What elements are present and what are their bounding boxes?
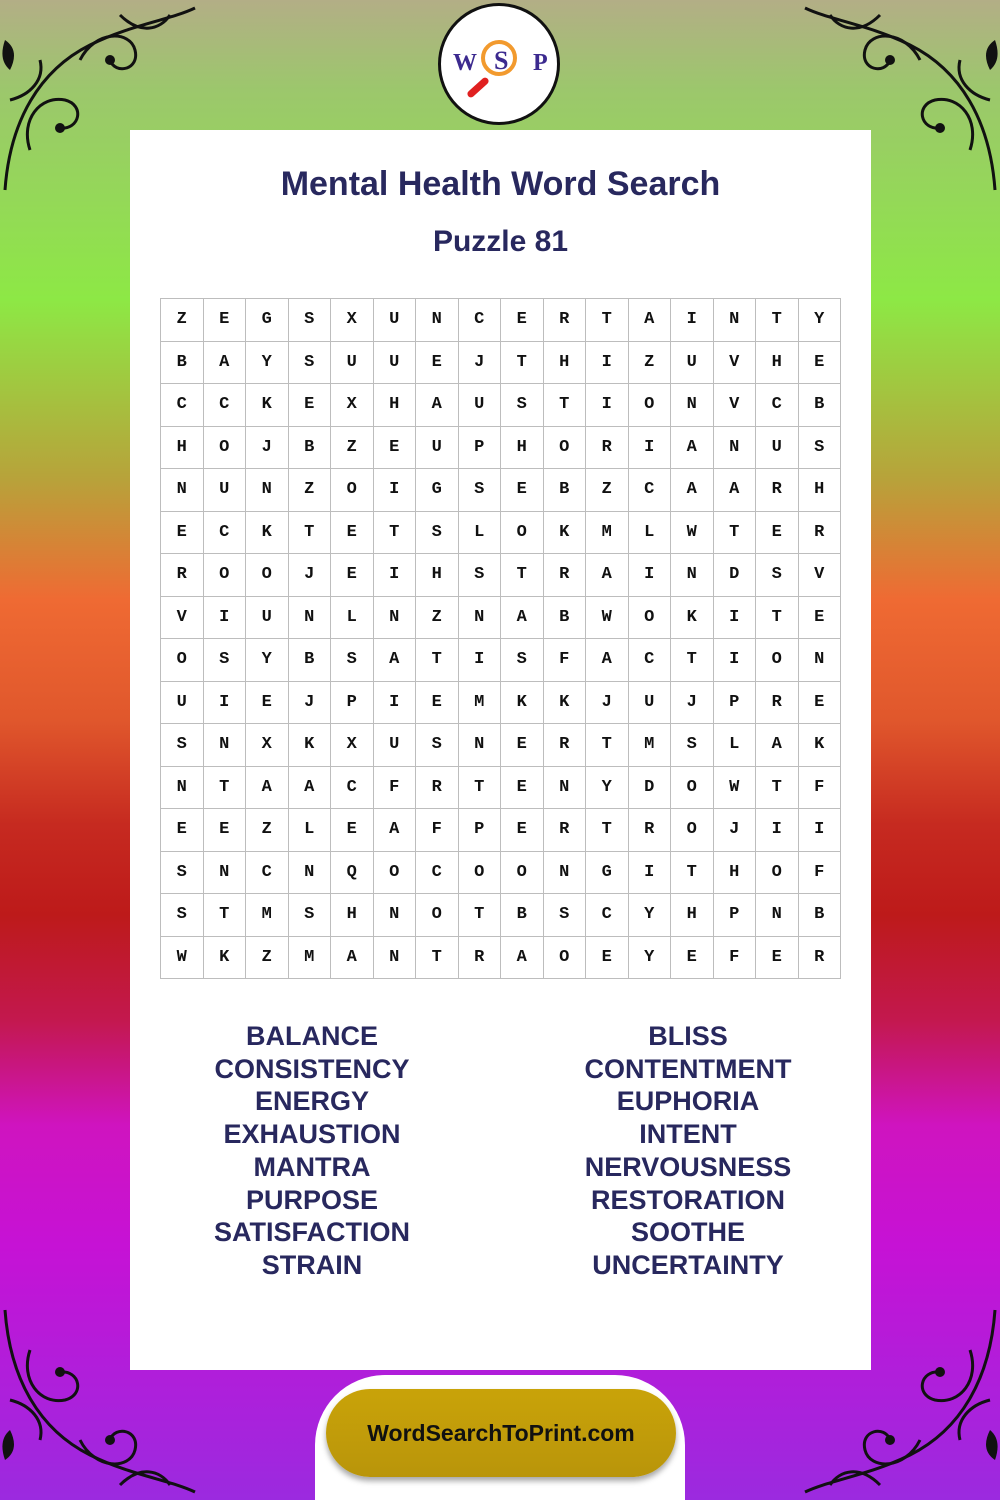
grid-cell[interactable]: Z <box>246 937 289 980</box>
grid-cell[interactable]: K <box>799 724 842 767</box>
grid-cell[interactable]: E <box>204 299 247 342</box>
word-list-left <box>162 1020 462 1282</box>
grid-cell[interactable]: L <box>629 512 672 555</box>
grid-cell[interactable]: U <box>374 299 417 342</box>
grid-cell[interactable]: S <box>289 894 332 937</box>
grid-cell[interactable]: S <box>416 512 459 555</box>
grid-cell[interactable]: H <box>501 427 544 470</box>
grid-cell[interactable]: A <box>671 469 714 512</box>
word-list-item: CONSISTENCY <box>214 1053 410 1084</box>
word-list-item: PURPOSE <box>245 1184 379 1215</box>
grid-cell[interactable]: M <box>629 724 672 767</box>
word-list-item: STRAIN <box>261 1249 363 1280</box>
grid-cell[interactable]: K <box>544 512 587 555</box>
grid-cell[interactable]: U <box>331 342 374 385</box>
grid-cell[interactable]: N <box>204 724 247 767</box>
grid-cell[interactable]: M <box>586 512 629 555</box>
grid-cell[interactable]: A <box>671 427 714 470</box>
grid-cell[interactable]: O <box>544 427 587 470</box>
grid-cell[interactable]: Z <box>629 342 672 385</box>
grid-cell[interactable]: A <box>756 724 799 767</box>
grid-cell[interactable]: J <box>289 554 332 597</box>
grid-cell[interactable]: T <box>204 767 247 810</box>
grid-cell[interactable]: N <box>246 469 289 512</box>
grid-cell[interactable]: N <box>671 384 714 427</box>
word-list-right <box>538 1020 838 1282</box>
grid-cell[interactable]: R <box>544 299 587 342</box>
grid-cell[interactable]: N <box>161 767 204 810</box>
word-list-item: INTENT <box>639 1119 737 1150</box>
grid-cell[interactable]: E <box>161 512 204 555</box>
grid-cell[interactable]: S <box>501 639 544 682</box>
grid-cell[interactable]: N <box>374 937 417 980</box>
grid-cell[interactable]: I <box>586 342 629 385</box>
grid-cell[interactable]: I <box>671 299 714 342</box>
grid-cell[interactable]: Z <box>161 299 204 342</box>
grid-cell[interactable]: C <box>204 384 247 427</box>
grid-cell[interactable]: P <box>714 894 757 937</box>
grid-cell[interactable]: S <box>161 894 204 937</box>
grid-cell[interactable]: U <box>756 427 799 470</box>
grid-cell[interactable]: O <box>246 554 289 597</box>
word-list-item: ENERGY <box>254 1086 370 1117</box>
grid-cell[interactable]: O <box>629 597 672 640</box>
grid-cell[interactable]: T <box>501 554 544 597</box>
grid-cell[interactable]: R <box>756 682 799 725</box>
grid-cell[interactable]: V <box>799 554 842 597</box>
grid-cell[interactable]: E <box>501 809 544 852</box>
grid-cell[interactable]: W <box>671 512 714 555</box>
grid-cell[interactable]: H <box>756 342 799 385</box>
grid-cell[interactable]: A <box>586 554 629 597</box>
grid-cell[interactable]: U <box>459 384 502 427</box>
grid-cell[interactable]: O <box>501 852 544 895</box>
grid-cell[interactable]: A <box>416 384 459 427</box>
grid-cell[interactable]: C <box>586 894 629 937</box>
grid-cell[interactable]: J <box>671 682 714 725</box>
grid-cell[interactable]: A <box>714 469 757 512</box>
grid-cell[interactable]: Z <box>331 427 374 470</box>
grid-cell[interactable]: U <box>671 342 714 385</box>
grid-cell[interactable]: Y <box>799 299 842 342</box>
grid-cell[interactable]: T <box>374 512 417 555</box>
grid-cell[interactable]: N <box>161 469 204 512</box>
grid-cell[interactable]: N <box>374 894 417 937</box>
grid-cell[interactable]: N <box>459 724 502 767</box>
grid-cell[interactable]: W <box>586 597 629 640</box>
grid-cell[interactable]: S <box>289 299 332 342</box>
grid-cell[interactable]: T <box>586 809 629 852</box>
grid-cell[interactable]: E <box>416 682 459 725</box>
grid-cell[interactable]: E <box>501 767 544 810</box>
grid-cell[interactable]: K <box>246 512 289 555</box>
grid-cell[interactable]: S <box>161 852 204 895</box>
logo-letter-s: S <box>494 46 509 75</box>
grid-cell[interactable]: Y <box>246 639 289 682</box>
grid-cell[interactable]: U <box>204 469 247 512</box>
grid-cell[interactable]: K <box>204 937 247 980</box>
grid-cell[interactable]: S <box>756 554 799 597</box>
grid-cell[interactable]: R <box>629 809 672 852</box>
puzzle-number: Puzzle 81 <box>432 225 569 258</box>
grid-cell[interactable]: B <box>289 427 332 470</box>
grid-cell[interactable]: J <box>459 342 502 385</box>
grid-cell[interactable]: Z <box>246 809 289 852</box>
grid-cell[interactable]: T <box>714 512 757 555</box>
grid-cell[interactable]: T <box>586 724 629 767</box>
grid-cell[interactable]: C <box>161 384 204 427</box>
grid-cell[interactable]: E <box>756 512 799 555</box>
grid-cell[interactable]: T <box>416 639 459 682</box>
grid-cell[interactable]: O <box>416 894 459 937</box>
grid-cell[interactable]: E <box>246 682 289 725</box>
grid-cell[interactable]: N <box>544 767 587 810</box>
grid-cell[interactable]: R <box>416 767 459 810</box>
grid-cell[interactable]: S <box>331 639 374 682</box>
grid-cell[interactable]: R <box>161 554 204 597</box>
grid-cell[interactable]: I <box>756 809 799 852</box>
grid-cell[interactable]: J <box>586 682 629 725</box>
grid-cell[interactable]: N <box>374 597 417 640</box>
grid-cell[interactable]: H <box>416 554 459 597</box>
grid-cell[interactable]: O <box>374 852 417 895</box>
grid-cell[interactable]: T <box>544 384 587 427</box>
grid-cell[interactable]: O <box>671 809 714 852</box>
grid-cell[interactable]: B <box>544 469 587 512</box>
grid-cell[interactable]: W <box>714 767 757 810</box>
grid-cell[interactable]: I <box>586 384 629 427</box>
grid-cell[interactable]: V <box>714 342 757 385</box>
grid-cell[interactable]: P <box>459 809 502 852</box>
grid-cell[interactable]: E <box>374 427 417 470</box>
grid-cell[interactable]: S <box>161 724 204 767</box>
grid-cell[interactable]: B <box>799 384 842 427</box>
grid-cell[interactable]: I <box>714 597 757 640</box>
word-list-item: BALANCE <box>246 1021 378 1051</box>
grid-cell[interactable]: I <box>714 639 757 682</box>
grid-cell[interactable]: E <box>799 597 842 640</box>
grid-cell[interactable]: S <box>289 342 332 385</box>
grid-cell[interactable]: I <box>374 682 417 725</box>
logo-letter-w: W <box>453 50 477 76</box>
grid-cell[interactable]: Y <box>629 894 672 937</box>
grid-cell[interactable]: Z <box>289 469 332 512</box>
grid-cell[interactable]: W <box>161 937 204 980</box>
grid-cell[interactable]: O <box>204 554 247 597</box>
grid-cell[interactable]: G <box>586 852 629 895</box>
grid-cell[interactable]: F <box>544 639 587 682</box>
grid-cell[interactable]: V <box>714 384 757 427</box>
grid-cell[interactable]: N <box>756 894 799 937</box>
grid-cell[interactable]: A <box>374 809 417 852</box>
grid-cell[interactable]: E <box>671 937 714 980</box>
grid-cell[interactable]: U <box>629 682 672 725</box>
grid-cell[interactable]: R <box>544 554 587 597</box>
grid-cell[interactable]: O <box>161 639 204 682</box>
grid-cell[interactable]: X <box>331 724 374 767</box>
grid-cell[interactable]: C <box>459 299 502 342</box>
word-list-item: EXHAUSTION <box>223 1119 401 1150</box>
grid-cell[interactable]: T <box>416 937 459 980</box>
grid-cell[interactable]: U <box>161 682 204 725</box>
grid-cell[interactable]: S <box>544 894 587 937</box>
grid-cell[interactable]: N <box>544 852 587 895</box>
grid-cell[interactable]: C <box>246 852 289 895</box>
grid-cell[interactable]: S <box>416 724 459 767</box>
grid-cell[interactable]: T <box>756 767 799 810</box>
grid-cell[interactable]: P <box>459 427 502 470</box>
grid-cell[interactable]: A <box>586 639 629 682</box>
letter-grid <box>160 298 841 979</box>
grid-cell[interactable]: T <box>501 342 544 385</box>
grid-cell[interactable]: F <box>714 937 757 980</box>
grid-cell[interactable]: K <box>289 724 332 767</box>
grid-cell[interactable]: L <box>714 724 757 767</box>
grid-cell[interactable]: E <box>756 937 799 980</box>
site-link-button[interactable]: WordSearchToPrint.com <box>326 1389 676 1477</box>
grid-cell[interactable]: Q <box>331 852 374 895</box>
grid-cell[interactable]: T <box>459 767 502 810</box>
grid-cell[interactable]: O <box>544 937 587 980</box>
grid-cell[interactable]: H <box>671 894 714 937</box>
word-list-item: SOOTHE <box>630 1217 745 1248</box>
magnifier-handle <box>466 76 490 99</box>
grid-cell[interactable]: R <box>756 469 799 512</box>
word-list-item: EUPHORIA <box>616 1086 760 1117</box>
grid-cell[interactable]: A <box>246 767 289 810</box>
grid-cell[interactable]: C <box>629 469 672 512</box>
word-list-item: RESTORATION <box>590 1184 785 1215</box>
grid-cell[interactable]: L <box>289 809 332 852</box>
grid-cell[interactable]: F <box>416 809 459 852</box>
grid-cell[interactable]: N <box>714 299 757 342</box>
grid-cell[interactable]: S <box>501 384 544 427</box>
grid-cell[interactable]: G <box>416 469 459 512</box>
grid-cell[interactable]: X <box>331 299 374 342</box>
grid-cell[interactable]: N <box>671 554 714 597</box>
grid-cell[interactable]: E <box>416 342 459 385</box>
grid-cell[interactable]: I <box>629 852 672 895</box>
grid-cell[interactable]: H <box>799 469 842 512</box>
grid-cell[interactable]: E <box>331 512 374 555</box>
grid-cell[interactable]: R <box>799 512 842 555</box>
grid-cell[interactable]: K <box>544 682 587 725</box>
grid-cell[interactable]: D <box>629 767 672 810</box>
grid-cell[interactable]: N <box>289 852 332 895</box>
grid-cell[interactable]: O <box>501 512 544 555</box>
grid-cell[interactable]: I <box>374 469 417 512</box>
grid-cell[interactable]: R <box>544 809 587 852</box>
grid-cell[interactable]: J <box>289 682 332 725</box>
grid-cell[interactable]: N <box>459 597 502 640</box>
grid-cell[interactable]: J <box>714 809 757 852</box>
grid-cell[interactable]: K <box>671 597 714 640</box>
grid-cell[interactable]: A <box>629 299 672 342</box>
grid-cell[interactable]: I <box>374 554 417 597</box>
grid-cell[interactable]: O <box>459 852 502 895</box>
grid-cell[interactable]: Y <box>586 767 629 810</box>
grid-cell[interactable]: E <box>799 342 842 385</box>
grid-cell[interactable]: N <box>204 852 247 895</box>
page-title: Mental Health Word Search <box>280 165 721 203</box>
grid-cell[interactable]: A <box>501 597 544 640</box>
grid-cell[interactable]: U <box>246 597 289 640</box>
grid-cell[interactable]: G <box>246 299 289 342</box>
grid-cell[interactable]: E <box>204 809 247 852</box>
grid-cell[interactable]: A <box>289 767 332 810</box>
grid-cell[interactable]: A <box>331 937 374 980</box>
grid-cell[interactable]: R <box>459 937 502 980</box>
grid-cell[interactable]: C <box>756 384 799 427</box>
grid-cell[interactable]: T <box>756 597 799 640</box>
grid-cell[interactable]: E <box>501 469 544 512</box>
grid-cell[interactable]: C <box>204 512 247 555</box>
grid-cell[interactable]: Z <box>416 597 459 640</box>
grid-cell[interactable]: R <box>544 724 587 767</box>
grid-cell[interactable]: E <box>586 937 629 980</box>
grid-cell[interactable]: O <box>629 384 672 427</box>
grid-cell[interactable]: I <box>204 682 247 725</box>
grid-cell[interactable]: T <box>204 894 247 937</box>
grid-cell[interactable]: U <box>416 427 459 470</box>
grid-cell[interactable]: H <box>714 852 757 895</box>
grid-cell[interactable]: C <box>331 767 374 810</box>
grid-cell[interactable]: Y <box>629 937 672 980</box>
grid-cell[interactable]: E <box>799 682 842 725</box>
grid-cell[interactable]: P <box>714 682 757 725</box>
grid-cell[interactable]: H <box>544 342 587 385</box>
word-list-item: BLISS <box>648 1021 728 1051</box>
grid-cell[interactable]: B <box>501 894 544 937</box>
grid-cell[interactable]: H <box>374 384 417 427</box>
grid-cell[interactable]: O <box>331 469 374 512</box>
grid-cell[interactable]: D <box>714 554 757 597</box>
grid-cell[interactable]: S <box>459 469 502 512</box>
grid-cell[interactable]: N <box>416 299 459 342</box>
grid-cell[interactable]: Z <box>586 469 629 512</box>
grid-cell[interactable]: I <box>629 554 672 597</box>
grid-cell[interactable]: C <box>416 852 459 895</box>
grid-cell[interactable]: L <box>331 597 374 640</box>
grid-cell[interactable]: J <box>246 427 289 470</box>
word-list-item: UNCERTAINTY <box>592 1249 784 1280</box>
grid-cell[interactable]: O <box>671 767 714 810</box>
grid-cell[interactable]: X <box>246 724 289 767</box>
grid-cell[interactable]: T <box>671 639 714 682</box>
word-list-item: NERVOUSNESS <box>584 1151 792 1182</box>
grid-cell[interactable]: M <box>246 894 289 937</box>
grid-cell[interactable]: V <box>161 597 204 640</box>
grid-cell[interactable]: M <box>459 682 502 725</box>
grid-cell[interactable]: K <box>501 682 544 725</box>
grid-cell[interactable]: H <box>331 894 374 937</box>
grid-cell[interactable]: M <box>289 937 332 980</box>
grid-cell[interactable]: S <box>204 639 247 682</box>
grid-cell[interactable]: I <box>799 809 842 852</box>
grid-cell[interactable]: T <box>756 299 799 342</box>
grid-cell[interactable]: E <box>331 554 374 597</box>
grid-cell[interactable]: R <box>799 937 842 980</box>
grid-cell[interactable]: R <box>586 427 629 470</box>
grid-cell[interactable]: T <box>586 299 629 342</box>
grid-cell[interactable]: A <box>374 639 417 682</box>
grid-cell[interactable]: S <box>459 554 502 597</box>
grid-cell[interactable]: B <box>799 894 842 937</box>
grid-cell[interactable]: E <box>501 299 544 342</box>
grid-cell[interactable]: I <box>629 427 672 470</box>
grid-cell[interactable]: U <box>374 342 417 385</box>
grid-cell[interactable]: S <box>671 724 714 767</box>
grid-cell[interactable]: E <box>331 809 374 852</box>
grid-cell[interactable]: C <box>629 639 672 682</box>
grid-cell[interactable]: H <box>161 427 204 470</box>
grid-cell[interactable]: T <box>671 852 714 895</box>
grid-cell[interactable]: I <box>459 639 502 682</box>
grid-cell[interactable]: O <box>204 427 247 470</box>
grid-cell[interactable]: T <box>289 512 332 555</box>
grid-cell[interactable]: N <box>289 597 332 640</box>
grid-cell[interactable]: Y <box>246 342 289 385</box>
grid-cell[interactable]: E <box>501 724 544 767</box>
grid-cell[interactable]: B <box>544 597 587 640</box>
grid-cell[interactable]: K <box>246 384 289 427</box>
logo-letter-p: P <box>533 50 548 76</box>
grid-cell[interactable]: E <box>289 384 332 427</box>
grid-cell[interactable]: P <box>331 682 374 725</box>
grid-cell[interactable]: F <box>799 767 842 810</box>
grid-cell[interactable]: O <box>756 852 799 895</box>
grid-cell[interactable]: E <box>161 809 204 852</box>
grid-cell[interactable]: N <box>714 427 757 470</box>
site-logo[interactable] <box>438 3 560 125</box>
grid-cell[interactable]: S <box>799 427 842 470</box>
grid-cell[interactable]: F <box>374 767 417 810</box>
word-list-item: CONTENTMENT <box>584 1053 792 1084</box>
grid-cell[interactable]: B <box>289 639 332 682</box>
word-list-item: SATISFACTION <box>213 1217 410 1248</box>
grid-cell[interactable]: F <box>799 852 842 895</box>
grid-cell[interactable]: X <box>331 384 374 427</box>
grid-cell[interactable]: O <box>756 639 799 682</box>
grid-cell[interactable]: B <box>161 342 204 385</box>
grid-cell[interactable]: A <box>204 342 247 385</box>
grid-cell[interactable]: T <box>459 894 502 937</box>
grid-cell[interactable]: U <box>374 724 417 767</box>
word-list-item: MANTRA <box>253 1151 371 1182</box>
puzzle-card <box>130 130 871 1370</box>
grid-cell[interactable]: L <box>459 512 502 555</box>
grid-cell[interactable]: I <box>204 597 247 640</box>
grid-cell[interactable]: N <box>799 639 842 682</box>
grid-cell[interactable]: A <box>501 937 544 980</box>
